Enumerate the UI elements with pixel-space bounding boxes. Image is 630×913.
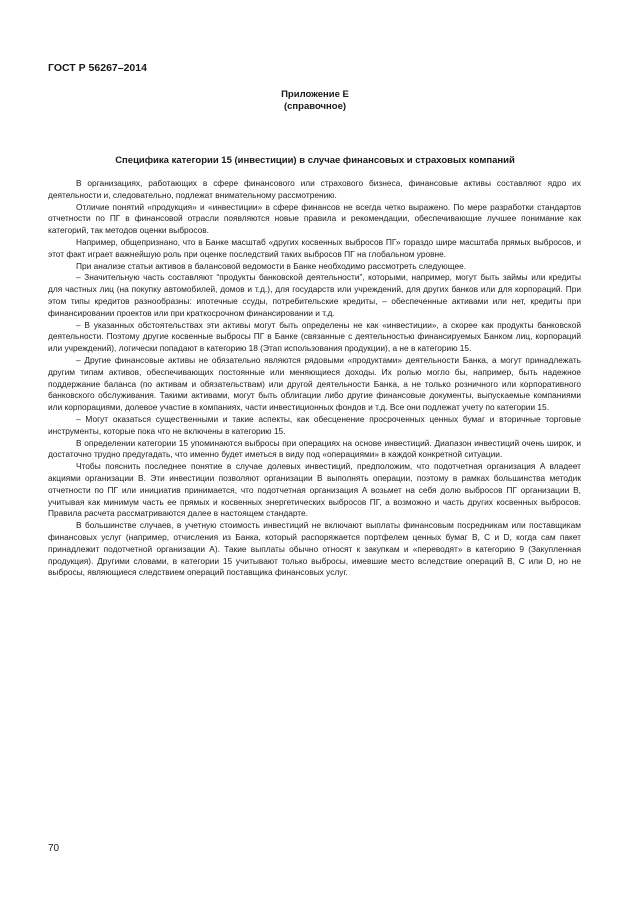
paragraph: – В указанных обстоятельствах эти активы могут быть определены не как «инвестиции», а скорее как продукты банковской деятельности. Поэтому другие косвенные выбросы ПГ в Банке (связанные с деятельностью финансируемых Банком лиц, корпораций или учреждений), логически попадают в категорию 18 (Этап использования продукции), а не в категорию 15. xyxy=(48,319,581,354)
page-number: 70 xyxy=(48,843,60,854)
document-standard-header: ГОСТ Р 56267–2014 xyxy=(48,62,147,74)
appendix-note: (справочное) xyxy=(283,100,347,112)
section-title: Специфика категории 15 (инвестиции) в случае финансовых и страховых компаний xyxy=(115,155,515,166)
paragraph: – Могут оказаться существенными и такие аспекты, как обесценение просроченных ценных бумаг и вторичные торговые инструменты, которые пока что не включены в категорию 15. xyxy=(48,413,581,436)
paragraph: – Значительную часть составляют “продукты банковской деятельности”, которыми, например, могут быть займы или кредиты для частных лиц (на покупку автомобилей, домов и т.д.), для государств или учреждений, для других банков или для корпораций. При этом типы кредитов разнообразны: ипотечные ссуды, потребительские кредиты, – обеспеченные активами или нет, кредиты при финансировании проектов или при краткосрочном финансировании и т.д. xyxy=(48,272,581,318)
paragraph: В определении категории 15 упоминаются выбросы при операциях на основе инвестиций. Диапазон инвестиций очень широк, и достаточно трудно предугадать, что именно будет иметься в виду под «операциями» в каждой конкретной ситуации. xyxy=(48,437,581,460)
paragraph: Например, общепризнано, что в Банке масштаб «других косвенных выбросов ПГ» гораздо шире масштаба прямых выбросов, и этот факт играет важнейшую роль при оценке последствий таких выбросов ПГ на глобальном уровне. xyxy=(48,236,581,259)
appendix-heading xyxy=(0,89,630,112)
paragraph: При анализе статьи активов в балансовой ведомости в Банке необходимо рассмотреть следующее. xyxy=(76,260,467,271)
paragraph: В большинстве случаев, в учетную стоимость инвестиций не включают выплаты финансовым посредникам или поставщикам финансовых услуг (например, отчисления из Банка, который распоряжается портфелем ценных бумаг B, C и D, когда сам пакет принадлежит подотчетной организации A). Такие выплаты обычно относят к закупкам и «переводят» в категорию 9 (Закупленная продукция). Другими словами, в категории 15 учитывают только выбросы, имевшие место вследствие операций B, C или D, но не выбросы, являющиеся следствием операций поставщика финансовых услуг. xyxy=(48,520,581,578)
appendix-title: Приложение Е xyxy=(281,89,349,100)
paragraph: В организациях, работающих в сфере финансового или страхового бизнеса, финансовые активы составляют ядро их деятельности и, следовательно, подлежат внимательному рассмотрению. xyxy=(48,178,581,200)
body-text xyxy=(48,178,581,579)
paragraph: Чтобы пояснить последнее понятие в случае долевых инвестиций, предположим, что подотчетная организация A владеет акциями организации B. Эти инвестиции позволяют организации B выполнять операции, поэтому в рамках большинства методик отчетности по ПГ или инициатив принимается, что подотчетная организация A возьмет на себя долю выбросов ПГ организации B, учитывая как минимум часть ее прямых и косвенных энергетических выбросов ПГ, а возможно и часть других косвенных выбросов. Правила расчета рассматриваются далее в настоящем стандарте. xyxy=(48,461,581,519)
paragraph: Отличие понятий «продукция» и «инвестиции» в сфере финансов не всегда четко выражено. По мере разработки стандартов отчетности по ПГ в финансовой отрасли появляются новые правила и рекомендации, обеспечивающие лучшее понимание как категорий, так методов оценки выбросов. xyxy=(48,201,581,236)
paragraph: – Другие финансовые активы не обязательно являются рядовыми «продуктами» деятельности Банка, а могут принадлежать другим типам активов, обеспечивающих постоянные или меняющиеся доходы. Их ролью могло бы, например, быть надежное поддержание баланса (по активам и обязательствам) или другой деятельности Банка, а не только розничного или корпоративного банковского обслуживания. Такими активами, могут быть облигации либо другие финансовые документы, выпускаемые компаниями или корпорациями, долевое участие в компаниях, части инвестиционных фондов и т.д. Все они подлежат учету по категории 15. xyxy=(48,354,581,413)
